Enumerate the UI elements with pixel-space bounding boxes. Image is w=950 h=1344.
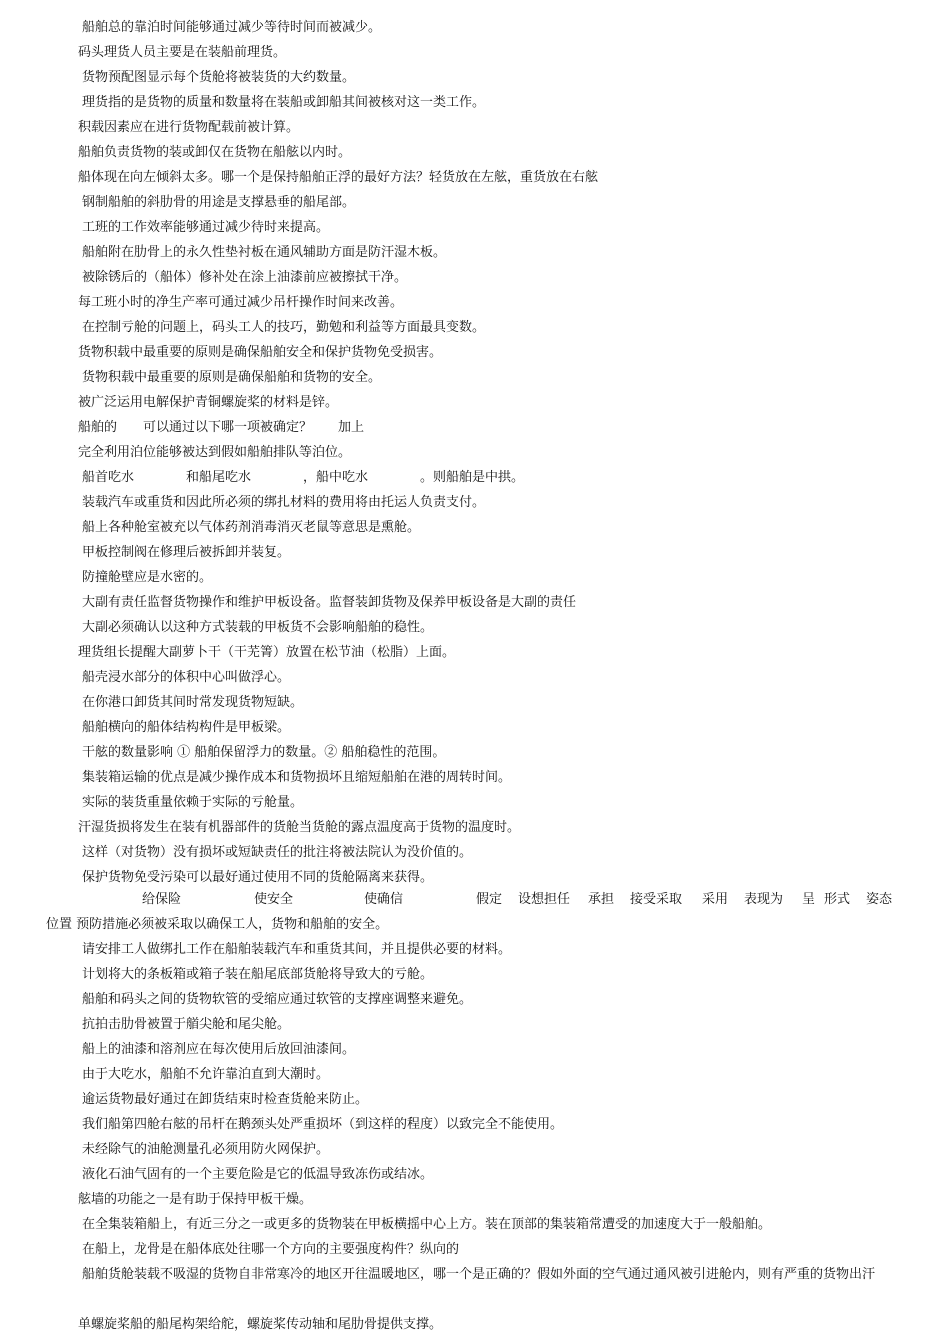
text-line: 装载汽车或重货和因此所必须的绑扎材料的费用将由托运人负责支付。 [82, 495, 486, 510]
text-line: 干舷的数量影响 ① 船舶保留浮力的数量。② 船舶稳性的范围。 [82, 745, 446, 760]
text-line: 船舶附在肋骨上的永久性垫衬板在通风辅助方面是防汗湿木板。 [82, 245, 447, 260]
text-line: 单螺旋桨船的船尾构架给舵，螺旋桨传动轴和尾肋骨提供支撑。 [78, 1317, 443, 1332]
text-line: 防撞舱壁应是水密的。 [82, 570, 213, 585]
text-line: 船体现在向左倾斜太多。哪一个是保持船舶正浮的最好方法？轻货放在左舷，重货放在右舷 [78, 170, 599, 185]
text-line: 船壳浸水部分的体积中心叫做浮心。 [82, 670, 291, 685]
text-line: 由于大吃水，船舶不允许靠泊直到大潮时。 [82, 1067, 330, 1082]
term: 假定 [476, 892, 503, 907]
text-line: 大副有责任监督货物操作和维护甲板设备。监督装卸货物及保养甲板设备是大副的责任 [82, 595, 577, 610]
text-line: 请安排工人做绑扎工作在船舶装载汽车和重货其间，并且提供必要的材料。 [82, 942, 512, 957]
text-line: 在你港口卸货其间时常发现货物短缺。 [82, 695, 304, 710]
text-line: 船舶的 可以通过以下哪一项被确定？ 加上 [78, 420, 365, 435]
text-line: 液化石油气固有的一个主要危险是它的低温导致冻伤或结冰。 [82, 1167, 434, 1182]
text-line: 船上的油漆和溶剂应在每次使用后放回油漆间。 [82, 1042, 356, 1057]
text-line: 抗拍击肋骨被置于艏尖舱和尾尖舱。 [82, 1017, 291, 1032]
term: 采用 [702, 892, 729, 907]
term: 承担 [588, 892, 615, 907]
text-line: 船上各种舱室被充以气体药剂消毒消灭老鼠等意思是熏舱。 [82, 520, 421, 535]
text-line: 在船上，龙骨是在船体底处往哪一个方向的主要强度构件？纵向的 [82, 1242, 460, 1257]
text-line: 船首吃水 和船尾吃水 ，船中吃水 。则船舶是中拱。 [82, 470, 525, 485]
term: 使安全 [254, 892, 294, 907]
text-line: 逾运货物最好通过在卸货结束时检查货舱来防止。 [82, 1092, 369, 1107]
term: 接受采取 [630, 892, 683, 907]
text-line: 计划将大的条板箱或箱子装在船尾底部货舱将导致大的亏舱。 [82, 967, 434, 982]
term: 给保险 [142, 892, 182, 907]
text-paragraph: 船舶货舱装载不吸湿的货物自非常寒冷的地区开往温暖地区，哪一个是正确的？假如外面的空气通过通风被引进舱内，则有严重的货物出汗 [82, 1267, 876, 1282]
term: 表现为 [744, 892, 784, 907]
text-line: 每工班小时的净生产率可通过减少吊杆操作时间来改善。 [78, 295, 404, 310]
text-line: 船舶总的靠泊时间能够通过减少等待时间而被减少。 [82, 20, 382, 35]
text-line: 码头理货人员主要是在装船前理货。 [78, 45, 287, 60]
vocabulary-terms-row [142, 892, 902, 908]
text-line: 货物积载中最重要的原则是确保船舶和货物的安全。 [82, 370, 382, 385]
term: 设想担任 [518, 892, 571, 907]
term: 形式 [824, 892, 851, 907]
text-line: 集装箱运输的优点是减少操作成本和货物损坏且缩短船舶在港的周转时间。 [82, 770, 512, 785]
text-line: 积载因素应在进行货物配载前被计算。 [78, 120, 300, 135]
text-line: 汗湿货损将发生在装有机器部件的货舱当货舱的露点温度高于货物的温度时。 [78, 820, 521, 835]
text-line: 货物积载中最重要的原则是确保船舶安全和保护货物免受损害。 [78, 345, 443, 360]
text-line: 被广泛运用电解保护青铜螺旋桨的材料是锌。 [78, 395, 339, 410]
text-line: 工班的工作效率能够通过减少待时来提高。 [82, 220, 330, 235]
text-line: 实际的装货重量依赖于实际的亏舱量。 [82, 795, 304, 810]
text-line: 完全利用泊位能够被达到假如船舶排队等泊位。 [78, 445, 352, 460]
text-line: 船舶负责货物的装或卸仅在货物在船舷以内时。 [78, 145, 352, 160]
text-line: 我们船第四舱右舷的吊杆在鹅颈头处严重损坏（到这样的程度）以致完全不能使用。 [82, 1117, 564, 1132]
term: 姿态 [866, 892, 893, 907]
term: 呈 [802, 892, 816, 907]
text-line: 甲板控制阀在修理后被拆卸并装复。 [82, 545, 291, 560]
text-line: 在控制亏舱的问题上，码头工人的技巧，勤勉和利益等方面最具变数。 [82, 320, 486, 335]
text-line: 保护货物免受污染可以最好通过使用不同的货舱隔离来获得。 [82, 870, 434, 885]
text-line: 船舶横向的船体结构构件是甲板梁。 [82, 720, 291, 735]
text-line: 大副必须确认以这种方式装载的甲板货不会影响船舶的稳性。 [82, 620, 434, 635]
text-line: 理货指的是货物的质量和数量将在装船或卸船其间被核对这一类工作。 [82, 95, 486, 110]
text-line: 船舶和码头之间的货物软管的受缩应通过软管的支撑座调整来避免。 [82, 992, 473, 1007]
text-line: 钢制船舶的斜肋骨的用途是支撑悬垂的船尾部。 [82, 195, 356, 210]
text-line: 这样（对货物）没有损坏或短缺责任的批注将被法院认为没价值的。 [82, 845, 473, 860]
text-line: 未经除气的油舱测量孔必须用防火网保护。 [82, 1142, 330, 1157]
text-line: 货物预配图显示每个货舱将被装货的大约数量。 [82, 70, 356, 85]
text-line: 理货组长提醒大副萝卜干（干芜箐）放置在松节油（松脂）上面。 [78, 645, 456, 660]
text-line: 位置 预防措施必须被采取以确保工人，货物和船舶的安全。 [46, 917, 389, 932]
text-line: 在全集装箱船上，有近三分之一或更多的货物装在甲板横摇中心上方。装在顶部的集装箱常遭受的加速度大于一般船舶。 [82, 1217, 772, 1232]
text-line: 舷墙的功能之一是有助于保持甲板干燥。 [78, 1192, 313, 1207]
term: 使确信 [364, 892, 404, 907]
text-line: 被除锈后的（船体）修补处在涂上油漆前应被擦拭干净。 [82, 270, 408, 285]
